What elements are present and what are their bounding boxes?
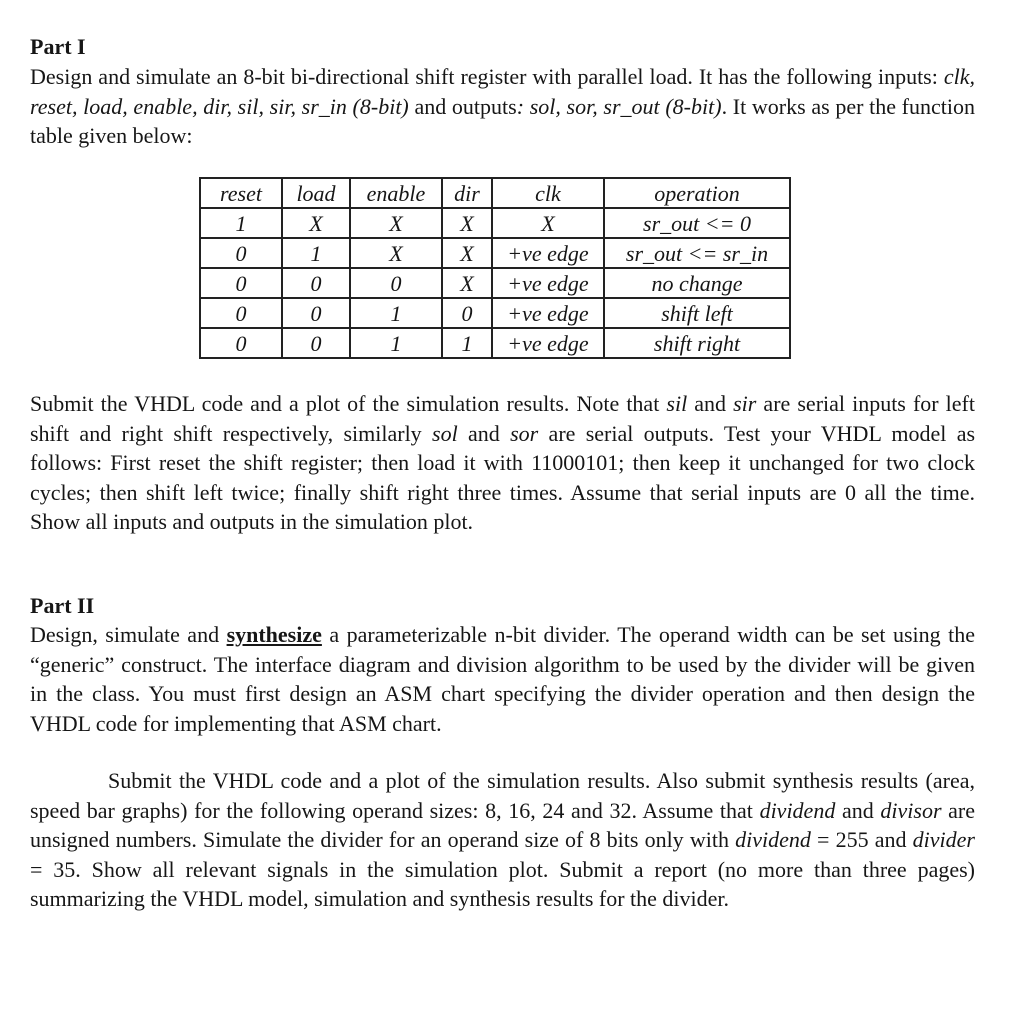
part1-colon: :: [516, 93, 530, 119]
cell-dir: 0: [442, 298, 492, 328]
term-sil: sil: [666, 391, 688, 416]
part1-submit-paragraph: [30, 389, 975, 537]
cell-operation: no change: [604, 268, 790, 298]
part2-submit-text: are unsigned numbers. Simulate the divider for an operand size of 8 bits only with: [30, 797, 976, 852]
term-divider: divider: [912, 827, 975, 852]
part1-input-list: clk, reset, load, enable, dir, sil, sir, sr_in (8-bit): [30, 64, 975, 119]
table-row: [200, 208, 790, 238]
cell-clk: +ve edge: [492, 328, 604, 358]
term-sor: sor: [510, 420, 539, 446]
part2-intro-text: a parameterizable n-bit divider. The operand width can be set using the “generic” construct. The interface diagram and division algorithm to be used by the divider will be given in the class. You must first design an ASM chart specifying the divider operation and then design the VHDL code for implementing that ASM chart.: [30, 622, 975, 736]
term-dividend: dividend: [759, 797, 836, 823]
part1-intro-text: . It works as per the function table given below:: [30, 93, 975, 148]
cell-enable: 1: [350, 298, 442, 328]
cell-clk: +ve edge: [492, 268, 604, 298]
cell-load: 0: [282, 328, 350, 358]
cell-clk: +ve edge: [492, 238, 604, 268]
function-table-header-row: [200, 178, 790, 208]
cell-reset: 0: [200, 298, 282, 328]
col-header-clk: clk: [492, 178, 604, 208]
cell-dir: 1: [442, 328, 492, 358]
cell-operation: sr_out <= 0: [604, 208, 790, 238]
part2-submit-text: and: [835, 797, 881, 823]
term-divisor: divisor: [880, 797, 942, 823]
part1-submit-text: and: [687, 391, 734, 416]
part1-intro-text: Design and simulate an 8-bit bi-directional shift register with parallel load. It has the following inputs:: [30, 64, 944, 89]
cell-dir: X: [442, 238, 492, 268]
table-row: [200, 328, 790, 358]
cell-reset: 0: [200, 328, 282, 358]
cell-dir: X: [442, 208, 492, 238]
table-row: [200, 238, 790, 268]
cell-enable: 0: [350, 268, 442, 298]
term-synthesize: synthesize: [226, 622, 322, 647]
cell-load: 1: [282, 238, 350, 268]
part2-submit-paragraph: [30, 766, 975, 914]
cell-reset: 1: [200, 208, 282, 238]
table-row: [200, 298, 790, 328]
cell-enable: X: [350, 238, 442, 268]
part2-submit-text: Submit the VHDL code and a plot of the simulation results. Also submit synthesis results (area, speed bar graphs) for the following operand sizes: 8, 16, 24 and 32. Assume that: [30, 768, 975, 823]
part2-intro-paragraph: [30, 620, 975, 738]
part1-output-list: sol, sor, sr_out (8-bit): [529, 93, 722, 119]
cell-load: 0: [282, 268, 350, 298]
part2-intro-text: Design, simulate and: [30, 622, 227, 647]
col-header-enable: enable: [350, 178, 442, 208]
cell-operation: shift right: [604, 328, 790, 358]
term-sir: sir: [733, 391, 757, 416]
part1-submit-text: Submit the VHDL code and a plot of the simulation results. Note that: [30, 391, 667, 416]
cell-clk: X: [492, 208, 604, 238]
term-dividend: dividend: [735, 827, 811, 852]
cell-enable: 1: [350, 328, 442, 358]
col-header-operation: operation: [604, 178, 790, 208]
part1-submit-text: and: [457, 420, 511, 446]
table-row: [200, 268, 790, 298]
cell-enable: X: [350, 208, 442, 238]
part1-intro-text: and outputs: [408, 93, 517, 119]
col-header-reset: reset: [200, 178, 282, 208]
cell-reset: 0: [200, 268, 282, 298]
part2-submit-text: = 35. Show all relevant signals in the simulation plot. Submit a report (no more than three pages) summarizing the VHDL model, simulation and synthesis results for the divider.: [30, 856, 975, 911]
cell-operation: shift left: [604, 298, 790, 328]
function-table: [199, 177, 791, 359]
part1-submit-text: are serial outputs. Test your VHDL model as follows: First reset the shift register; then load it with 11000101; then keep it unchanged for two clock cycles; then shift left twice; finally shift right three times. Assume that serial inputs are 0 all the time. Show all inputs and outputs in the simulation plot.: [30, 420, 976, 534]
cell-load: 0: [282, 298, 350, 328]
part1-heading: Part I: [30, 34, 86, 59]
part2-heading: Part II: [30, 593, 95, 618]
cell-reset: 0: [200, 238, 282, 268]
cell-clk: +ve edge: [492, 298, 604, 328]
cell-dir: X: [442, 268, 492, 298]
cell-operation: sr_out <= sr_in: [604, 238, 790, 268]
part2-submit-text: = 255 and: [810, 827, 913, 852]
col-header-dir: dir: [442, 178, 492, 208]
term-sol: sol: [432, 420, 458, 446]
part1-intro-paragraph: [30, 62, 975, 151]
cell-load: X: [282, 208, 350, 238]
part1-submit-text: are serial inputs for left shift and right shift respectively, similarly: [30, 391, 975, 446]
col-header-load: load: [282, 178, 350, 208]
